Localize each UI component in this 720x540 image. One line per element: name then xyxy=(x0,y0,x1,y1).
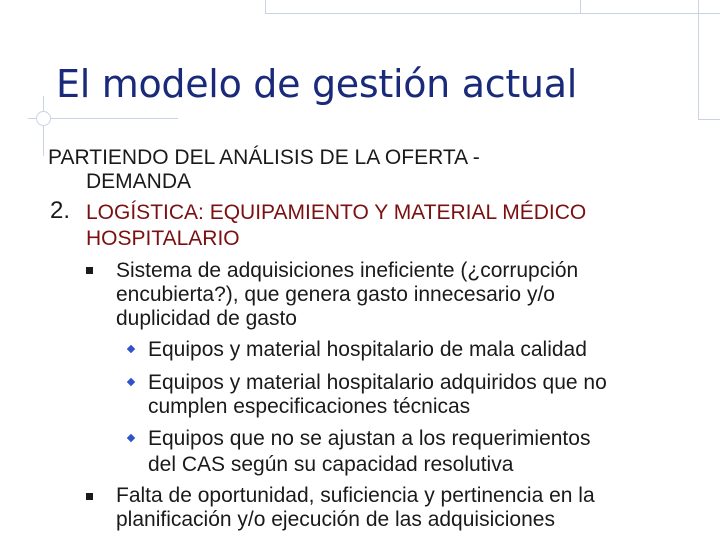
diamond-bullet-icon xyxy=(127,378,135,386)
sub-bullet-2-line-1: Equipos y material hospitalario adquiridos que no xyxy=(148,371,607,394)
diamond-bullet-icon xyxy=(127,345,135,353)
decorative-vertical-line xyxy=(43,96,44,156)
bullet2-line-1: Falta de oportunidad, suficiencia y pertinencia en la xyxy=(116,484,595,507)
item-line-2: HOSPITALARIO xyxy=(86,227,240,250)
item-number: 2. xyxy=(50,197,71,224)
bullet1-line-2: encubierta?), que genera gasto innecesario y/o xyxy=(116,283,555,306)
diamond-bullet-icon xyxy=(127,434,135,442)
intro-line-1: PARTIENDO DEL ANÁLISIS DE LA OFERTA - xyxy=(48,146,480,169)
bullet1-line-1: Sistema de adquisiciones ineficiente (¿corrupción xyxy=(116,259,579,282)
decorative-grid-right xyxy=(698,0,720,120)
square-bullet-icon xyxy=(86,267,93,274)
intro-line-2: DEMANDA xyxy=(86,170,192,193)
sub-bullet-3-line-2: del CAS según su capacidad resolutiva xyxy=(148,453,514,476)
square-bullet-icon xyxy=(86,493,93,500)
sub-bullet-2-line-2: cumplen especificaciones técnicas xyxy=(148,395,471,418)
bullet1-line-3: duplicidad de gasto xyxy=(116,307,297,330)
bullet2-line-2: planificación y/o ejecución de las adquisiciones xyxy=(116,508,555,531)
sub-bullet-3-line-1: Equipos que no se ajustan a los requerimientos xyxy=(148,427,591,450)
slide-title: El modelo de gestión actual xyxy=(56,62,577,106)
sub-bullet-1: Equipos y material hospitalario de mala calidad xyxy=(148,338,587,361)
item-line-1: LOGÍSTICA: EQUIPAMIENTO Y MATERIAL MÉDICO xyxy=(86,201,587,224)
decorative-circle xyxy=(36,111,51,126)
